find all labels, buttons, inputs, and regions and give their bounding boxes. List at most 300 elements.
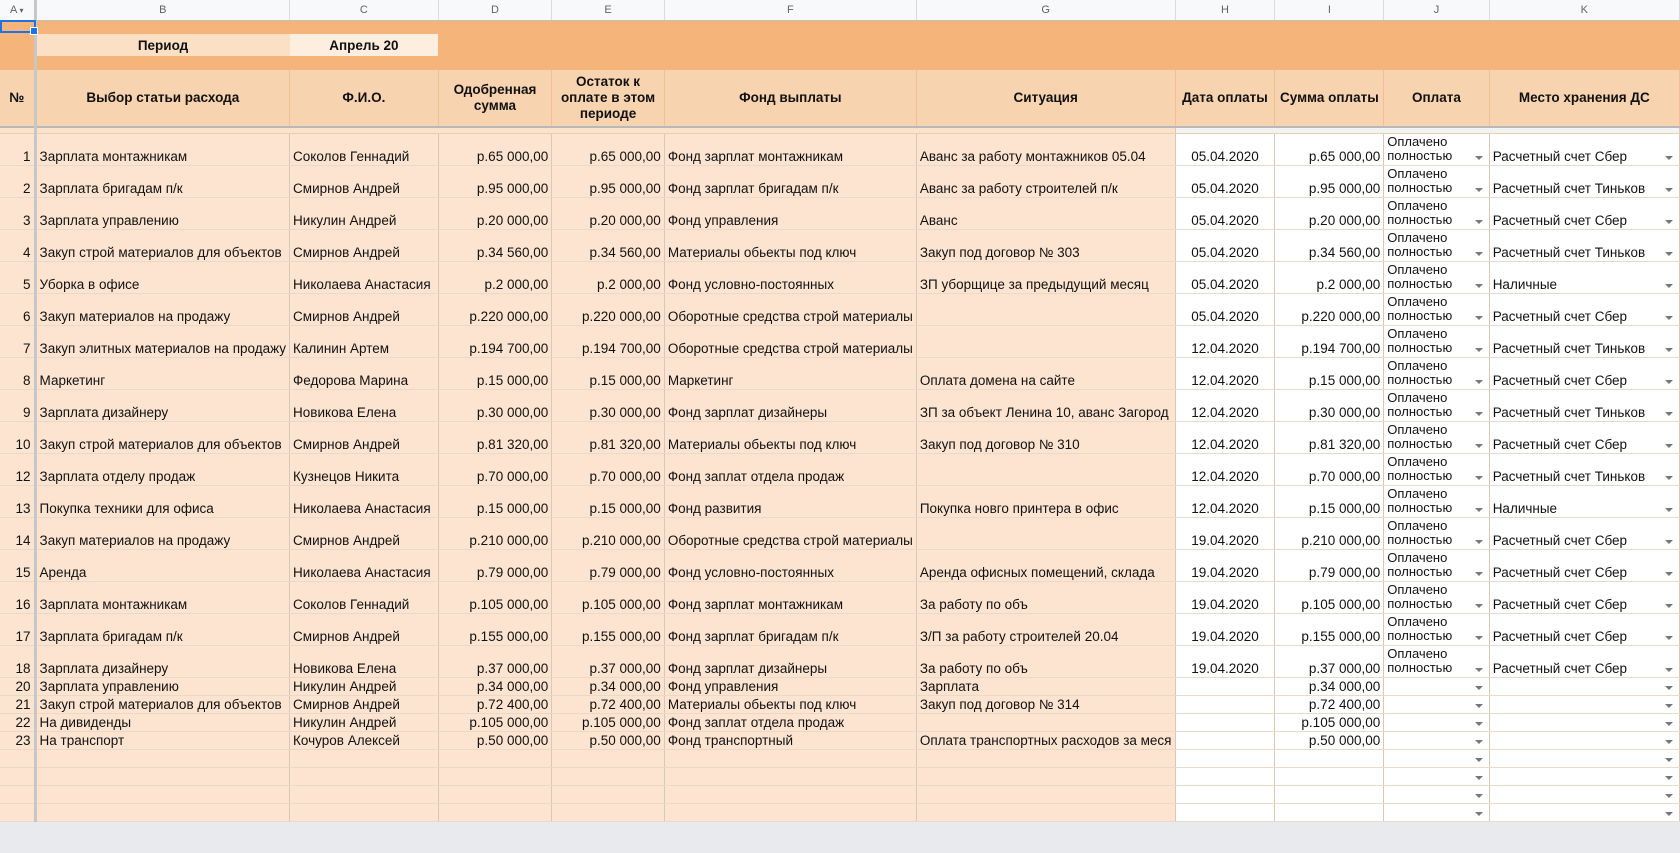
dropdown-arrow-icon[interactable] (1475, 776, 1483, 780)
column-header-A[interactable]: A ▾ (0, 0, 35, 20)
cell-item[interactable]: Аренда (35, 549, 290, 581)
cell-date[interactable]: 19.04.2020 (1175, 517, 1275, 549)
cell-approved[interactable]: р.20 000,00 (438, 197, 552, 229)
cell-situation[interactable]: Покупка новго принтера в офис (916, 485, 1175, 517)
empty-cell[interactable] (1384, 749, 1489, 767)
cell-remaining[interactable]: р.194 700,00 (552, 325, 665, 357)
cell-remaining[interactable]: р.34 000,00 (552, 677, 665, 695)
cell-remaining[interactable]: р.155 000,00 (552, 613, 665, 645)
cell-payment-dropdown[interactable] (1384, 677, 1489, 695)
cell-item[interactable]: Закуп элитных материалов на продажу (35, 325, 290, 357)
cell-name[interactable]: Николаева Анастасия (290, 485, 439, 517)
cell-sum[interactable]: р.220 000,00 (1275, 293, 1384, 325)
cell-name[interactable]: Федорова Марина (290, 357, 439, 389)
cell-approved[interactable]: р.105 000,00 (438, 581, 552, 613)
cell-date[interactable]: 05.04.2020 (1175, 133, 1275, 165)
dropdown-arrow-icon[interactable] (1665, 476, 1673, 480)
cell-fund[interactable]: Материалы обьекты под ключ (664, 229, 916, 261)
cell-situation[interactable] (916, 713, 1175, 731)
empty-cell[interactable] (1275, 785, 1384, 803)
cell-storage-dropdown[interactable] (1489, 357, 1679, 389)
empty-cell[interactable] (1489, 767, 1679, 785)
cell-remaining[interactable]: р.65 000,00 (552, 133, 665, 165)
empty-cell[interactable] (35, 803, 290, 821)
cell-name[interactable]: Кочуров Алексей (290, 731, 439, 749)
dropdown-arrow-icon[interactable] (1665, 740, 1673, 744)
cell-payment-dropdown[interactable] (1384, 165, 1489, 197)
cell-item[interactable]: Закуп материалов на продажу (35, 293, 290, 325)
dropdown-arrow-icon[interactable] (1475, 188, 1483, 192)
cell-num[interactable]: 20 (0, 677, 35, 695)
empty-cell[interactable] (0, 803, 35, 821)
dropdown-arrow-icon[interactable] (1665, 604, 1673, 608)
cell-situation[interactable]: Оплата домена на сайте (916, 357, 1175, 389)
cell-storage-dropdown[interactable] (1489, 293, 1679, 325)
empty-cell[interactable] (1384, 785, 1489, 803)
cell-approved[interactable]: р.65 000,00 (438, 133, 552, 165)
empty-cell[interactable] (290, 785, 439, 803)
cell-fund[interactable]: Фонд транспортный (664, 731, 916, 749)
cell-situation[interactable] (916, 453, 1175, 485)
column-header-G[interactable]: G (916, 0, 1175, 20)
cell-payment-dropdown[interactable] (1384, 453, 1489, 485)
cell-payment-dropdown[interactable] (1384, 549, 1489, 581)
empty-cell[interactable] (438, 803, 552, 821)
cell-date[interactable]: 05.04.2020 (1175, 229, 1275, 261)
cell-item[interactable]: Покупка техники для офиса (35, 485, 290, 517)
cell-name[interactable]: Смирнов Андрей (290, 613, 439, 645)
cell-name[interactable]: Никулин Андрей (290, 197, 439, 229)
cell-num[interactable]: 17 (0, 613, 35, 645)
cell-storage-dropdown[interactable] (1489, 613, 1679, 645)
cell-situation[interactable]: Оплата транспортных расходов за меся (916, 731, 1175, 749)
cell-situation[interactable]: Аренда офисных помещений, склада (916, 549, 1175, 581)
cell-date[interactable]: 19.04.2020 (1175, 581, 1275, 613)
cell-storage-dropdown[interactable] (1489, 389, 1679, 421)
cell-fund[interactable]: Фонд заплат отдела продаж (664, 713, 916, 731)
empty-cell[interactable] (1275, 803, 1384, 821)
empty-cell[interactable] (438, 749, 552, 767)
cell-date[interactable] (1175, 731, 1275, 749)
cell-sum[interactable]: р.72 400,00 (1275, 695, 1384, 713)
column-header-B[interactable]: B (35, 0, 290, 20)
empty-cell[interactable] (1489, 749, 1679, 767)
cell-date[interactable]: 12.04.2020 (1175, 485, 1275, 517)
cell-approved[interactable]: р.50 000,00 (438, 731, 552, 749)
cell-payment-dropdown[interactable] (1384, 485, 1489, 517)
cell-date[interactable] (1175, 713, 1275, 731)
cell-payment-dropdown[interactable] (1384, 197, 1489, 229)
cell-num[interactable]: 5 (0, 261, 35, 293)
cell-item[interactable]: Зарплата дизайнеру (35, 389, 290, 421)
empty-cell[interactable] (1489, 785, 1679, 803)
cell-approved[interactable]: р.2 000,00 (438, 261, 552, 293)
cell-situation[interactable]: За работу по объ (916, 581, 1175, 613)
cell-payment-dropdown[interactable] (1384, 731, 1489, 749)
cell-num[interactable]: 15 (0, 549, 35, 581)
empty-cell[interactable] (916, 803, 1175, 821)
cell-name[interactable]: Смирнов Андрей (290, 517, 439, 549)
cell-fund[interactable]: Оборотные средства строй материалы (664, 293, 916, 325)
column-header-K[interactable]: K (1489, 0, 1679, 20)
cell-date[interactable]: 12.04.2020 (1175, 421, 1275, 453)
cell-payment-dropdown[interactable] (1384, 695, 1489, 713)
cell-payment-dropdown[interactable] (1384, 293, 1489, 325)
empty-cell[interactable] (35, 749, 290, 767)
cell-sum[interactable]: р.37 000,00 (1275, 645, 1384, 677)
cell-approved[interactable]: р.105 000,00 (438, 713, 552, 731)
cell-num[interactable]: 16 (0, 581, 35, 613)
cell-num[interactable]: 10 (0, 421, 35, 453)
cell-approved[interactable]: р.34 000,00 (438, 677, 552, 695)
cell-name[interactable]: Соколов Геннадий (290, 581, 439, 613)
dropdown-arrow-icon[interactable] (1665, 444, 1673, 448)
dropdown-arrow-icon[interactable] (1665, 794, 1673, 798)
cell-date[interactable]: 12.04.2020 (1175, 453, 1275, 485)
column-header-C[interactable]: C (290, 0, 439, 20)
cell-fund[interactable]: Фонд зарплат дизайнеры (664, 389, 916, 421)
cell-item[interactable]: На транспорт (35, 731, 290, 749)
dropdown-arrow-icon[interactable] (1665, 380, 1673, 384)
cell-num[interactable]: 3 (0, 197, 35, 229)
cell-sum[interactable]: р.95 000,00 (1275, 165, 1384, 197)
period-value[interactable]: Апрель 20 (290, 34, 439, 56)
cell-name[interactable]: Никулин Андрей (290, 713, 439, 731)
cell-num[interactable]: 6 (0, 293, 35, 325)
cell-item[interactable]: На дивиденды (35, 713, 290, 731)
cell-sum[interactable]: р.105 000,00 (1275, 713, 1384, 731)
dropdown-arrow-icon[interactable] (1475, 508, 1483, 512)
cell-remaining[interactable]: р.37 000,00 (552, 645, 665, 677)
cell-remaining[interactable]: р.34 560,00 (552, 229, 665, 261)
dropdown-arrow-icon[interactable] (1475, 284, 1483, 288)
cell-item[interactable]: Зарплата управлению (35, 677, 290, 695)
header-item[interactable]: Выбор статьи расхода (35, 70, 290, 127)
cell-fund[interactable]: Фонд управления (664, 197, 916, 229)
cell-approved[interactable]: р.37 000,00 (438, 645, 552, 677)
cell-item[interactable]: Закуп строй материалов для объектов (35, 695, 290, 713)
cell-name[interactable]: Новикова Елена (290, 389, 439, 421)
cell-item[interactable]: Уборка в офисе (35, 261, 290, 293)
cell-approved[interactable]: р.220 000,00 (438, 293, 552, 325)
cell-remaining[interactable]: р.79 000,00 (552, 549, 665, 581)
empty-cell[interactable] (438, 767, 552, 785)
cell-situation[interactable] (916, 293, 1175, 325)
cell-payment-dropdown[interactable] (1384, 421, 1489, 453)
cell-remaining[interactable]: р.15 000,00 (552, 485, 665, 517)
cell-date[interactable]: 19.04.2020 (1175, 613, 1275, 645)
cell-num[interactable]: 4 (0, 229, 35, 261)
cell-situation[interactable]: Закуп под договор № 314 (916, 695, 1175, 713)
dropdown-arrow-icon[interactable] (1475, 812, 1483, 816)
column-header-E[interactable]: E (552, 0, 665, 20)
cell-sum[interactable]: р.194 700,00 (1275, 325, 1384, 357)
cell-num[interactable]: 22 (0, 713, 35, 731)
cell-name[interactable]: Новикова Елена (290, 645, 439, 677)
cell-sum[interactable]: р.2 000,00 (1275, 261, 1384, 293)
dropdown-arrow-icon[interactable] (1665, 252, 1673, 256)
cell-payment-dropdown[interactable] (1384, 581, 1489, 613)
cell-payment-dropdown[interactable] (1384, 517, 1489, 549)
cell-approved[interactable]: р.15 000,00 (438, 357, 552, 389)
column-header-I[interactable]: I (1275, 0, 1384, 20)
cell-remaining[interactable]: р.30 000,00 (552, 389, 665, 421)
cell-payment-dropdown[interactable] (1384, 713, 1489, 731)
cell-fund[interactable]: Фонд зарплат бригадам п/к (664, 613, 916, 645)
empty-cell[interactable] (552, 749, 665, 767)
cell-remaining[interactable]: р.95 000,00 (552, 165, 665, 197)
dropdown-arrow-icon[interactable] (1665, 636, 1673, 640)
cell-date[interactable]: 19.04.2020 (1175, 549, 1275, 581)
cell-sum[interactable]: р.50 000,00 (1275, 731, 1384, 749)
cell-fund[interactable]: Фонд заплат отдела продаж (664, 453, 916, 485)
dropdown-arrow-icon[interactable] (1665, 722, 1673, 726)
header-pay-date[interactable]: Дата оплаты (1175, 70, 1275, 127)
cell-situation[interactable]: Закуп под договор № 303 (916, 229, 1175, 261)
cell-approved[interactable]: р.81 320,00 (438, 421, 552, 453)
cell-num[interactable]: 18 (0, 645, 35, 677)
cell-name[interactable]: Кузнецов Никита (290, 453, 439, 485)
dropdown-arrow-icon[interactable] (1475, 380, 1483, 384)
cell-num[interactable]: 9 (0, 389, 35, 421)
cell-approved[interactable]: р.72 400,00 (438, 695, 552, 713)
cell-storage-dropdown[interactable] (1489, 581, 1679, 613)
empty-cell[interactable] (1275, 767, 1384, 785)
cell-sum[interactable]: р.65 000,00 (1275, 133, 1384, 165)
dropdown-arrow-icon[interactable] (1475, 348, 1483, 352)
dropdown-arrow-icon[interactable] (1475, 740, 1483, 744)
cell-fund[interactable]: Оборотные средства строй материалы (664, 517, 916, 549)
cell-payment-dropdown[interactable] (1384, 261, 1489, 293)
dropdown-arrow-icon[interactable] (1475, 252, 1483, 256)
cell-num[interactable]: 12 (0, 453, 35, 485)
cell-date[interactable] (1175, 695, 1275, 713)
cell-storage-dropdown[interactable] (1489, 731, 1679, 749)
empty-cell[interactable] (664, 749, 916, 767)
dropdown-arrow-icon[interactable] (1665, 316, 1673, 320)
dropdown-arrow-icon[interactable] (1475, 604, 1483, 608)
empty-cell[interactable] (552, 785, 665, 803)
cell-fund[interactable]: Материалы обьекты под ключ (664, 421, 916, 453)
empty-cell[interactable] (1175, 803, 1275, 821)
column-header-J[interactable]: J (1384, 0, 1489, 20)
cell-name[interactable]: Смирнов Андрей (290, 695, 439, 713)
cell-storage-dropdown[interactable] (1489, 677, 1679, 695)
cell-sum[interactable]: р.34 560,00 (1275, 229, 1384, 261)
cell-date[interactable]: 05.04.2020 (1175, 261, 1275, 293)
cell-remaining[interactable]: р.70 000,00 (552, 453, 665, 485)
empty-cell[interactable] (290, 803, 439, 821)
dropdown-arrow-icon[interactable] (1665, 572, 1673, 576)
cell-fund[interactable]: Фонд зарплат бригадам п/к (664, 165, 916, 197)
cell-fund[interactable]: Фонд условно-постоянных (664, 549, 916, 581)
cell-storage-dropdown[interactable] (1489, 261, 1679, 293)
cell-storage-dropdown[interactable] (1489, 713, 1679, 731)
cell-storage-dropdown[interactable] (1489, 421, 1679, 453)
empty-cell[interactable] (0, 785, 35, 803)
column-header-H[interactable]: H (1175, 0, 1275, 20)
empty-cell[interactable] (664, 767, 916, 785)
empty-cell[interactable] (1384, 767, 1489, 785)
cell-approved[interactable]: р.70 000,00 (438, 453, 552, 485)
cell-payment-dropdown[interactable] (1384, 357, 1489, 389)
cell-fund[interactable]: Фонд зарплат монтажникам (664, 133, 916, 165)
column-header-D[interactable]: D (438, 0, 552, 20)
cell-name[interactable]: Смирнов Андрей (290, 165, 439, 197)
dropdown-arrow-icon[interactable] (1665, 758, 1673, 762)
cell-item[interactable]: Зарплата дизайнеру (35, 645, 290, 677)
empty-cell[interactable] (0, 749, 35, 767)
empty-cell[interactable] (916, 749, 1175, 767)
dropdown-arrow-icon[interactable] (1475, 220, 1483, 224)
cell-situation[interactable]: Зарплата (916, 677, 1175, 695)
cell-payment-dropdown[interactable] (1384, 645, 1489, 677)
empty-cell[interactable] (1175, 767, 1275, 785)
header-fund[interactable]: Фонд выплаты (664, 70, 916, 127)
cell-payment-dropdown[interactable] (1384, 613, 1489, 645)
dropdown-arrow-icon[interactable] (1475, 412, 1483, 416)
header-pay-sum[interactable]: Сумма оплаты (1275, 70, 1384, 127)
header-situation[interactable]: Ситуация (916, 70, 1175, 127)
cell-remaining[interactable]: р.2 000,00 (552, 261, 665, 293)
dropdown-arrow-icon[interactable] (1475, 722, 1483, 726)
cell-fund[interactable]: Фонд зарплат дизайнеры (664, 645, 916, 677)
cell-name[interactable]: Смирнов Андрей (290, 421, 439, 453)
cell-remaining[interactable]: р.81 320,00 (552, 421, 665, 453)
cell-storage-dropdown[interactable] (1489, 325, 1679, 357)
cell-storage-dropdown[interactable] (1489, 197, 1679, 229)
header-storage[interactable]: Место хранения ДС (1489, 70, 1679, 127)
cell-situation[interactable]: Аванс (916, 197, 1175, 229)
cell-remaining[interactable]: р.20 000,00 (552, 197, 665, 229)
cell-date[interactable]: 05.04.2020 (1175, 165, 1275, 197)
cell-approved[interactable]: р.34 560,00 (438, 229, 552, 261)
empty-cell[interactable] (1175, 785, 1275, 803)
cell-num[interactable]: 13 (0, 485, 35, 517)
empty-cell[interactable] (552, 803, 665, 821)
cell-sum[interactable]: р.15 000,00 (1275, 357, 1384, 389)
header-name[interactable]: Ф.И.О. (290, 70, 439, 127)
dropdown-arrow-icon[interactable] (1665, 508, 1673, 512)
cell-remaining[interactable]: р.220 000,00 (552, 293, 665, 325)
empty-cell[interactable] (552, 767, 665, 785)
cell-sum[interactable]: р.210 000,00 (1275, 517, 1384, 549)
empty-cell[interactable] (0, 767, 35, 785)
cell-fund[interactable]: Маркетинг (664, 357, 916, 389)
dropdown-arrow-icon[interactable] (1475, 156, 1483, 160)
empty-cell[interactable] (438, 785, 552, 803)
cell-name[interactable]: Смирнов Андрей (290, 229, 439, 261)
dropdown-arrow-icon[interactable] (1665, 704, 1673, 708)
dropdown-arrow-icon[interactable] (1475, 794, 1483, 798)
cell-situation[interactable]: За работу по объ (916, 645, 1175, 677)
empty-cell[interactable] (916, 785, 1175, 803)
cell-remaining[interactable]: р.210 000,00 (552, 517, 665, 549)
empty-cell[interactable] (1489, 803, 1679, 821)
cell-sum[interactable]: р.30 000,00 (1275, 389, 1384, 421)
header-num[interactable]: № (0, 70, 35, 127)
empty-cell[interactable] (664, 803, 916, 821)
cell-remaining[interactable]: р.72 400,00 (552, 695, 665, 713)
empty-cell[interactable] (1175, 749, 1275, 767)
dropdown-arrow-icon[interactable] (1665, 284, 1673, 288)
dropdown-arrow-icon[interactable] (1665, 540, 1673, 544)
dropdown-arrow-icon[interactable] (1665, 686, 1673, 690)
cell-num[interactable]: 7 (0, 325, 35, 357)
header-payment[interactable]: Оплата (1384, 70, 1489, 127)
empty-cell[interactable] (35, 785, 290, 803)
cell-sum[interactable]: р.105 000,00 (1275, 581, 1384, 613)
cell-num[interactable]: 21 (0, 695, 35, 713)
cell-approved[interactable]: р.210 000,00 (438, 517, 552, 549)
dropdown-arrow-icon[interactable] (1475, 668, 1483, 672)
cell-storage-dropdown[interactable] (1489, 485, 1679, 517)
empty-cell[interactable] (916, 767, 1175, 785)
cell-date[interactable]: 12.04.2020 (1175, 357, 1275, 389)
dropdown-arrow-icon[interactable] (1665, 348, 1673, 352)
cell-storage-dropdown[interactable] (1489, 517, 1679, 549)
header-approved[interactable]: Одобренная сумма (438, 70, 552, 127)
cell-situation[interactable] (916, 517, 1175, 549)
dropdown-arrow-icon[interactable] (1475, 572, 1483, 576)
cell-name[interactable]: Смирнов Андрей (290, 293, 439, 325)
cell-name[interactable]: Николаева Анастасия (290, 549, 439, 581)
cell-item[interactable]: Зарплата монтажникам (35, 581, 290, 613)
cell-payment-dropdown[interactable] (1384, 133, 1489, 165)
cell-sum[interactable]: р.79 000,00 (1275, 549, 1384, 581)
cell-item[interactable]: Закуп строй материалов для объектов (35, 229, 290, 261)
cell-approved[interactable]: р.155 000,00 (438, 613, 552, 645)
cell-item[interactable]: Зарплата отделу продаж (35, 453, 290, 485)
cell-fund[interactable]: Материалы обьекты под ключ (664, 695, 916, 713)
dropdown-arrow-icon[interactable] (1665, 412, 1673, 416)
cell-date[interactable]: 05.04.2020 (1175, 197, 1275, 229)
cell-fund[interactable]: Фонд управления (664, 677, 916, 695)
cell-situation[interactable]: Аванс за работу строителей п/к (916, 165, 1175, 197)
cell-storage-dropdown[interactable] (1489, 229, 1679, 261)
cell-sum[interactable]: р.15 000,00 (1275, 485, 1384, 517)
cell-item[interactable]: Зарплата монтажникам (35, 133, 290, 165)
cell-item[interactable]: Закуп строй материалов для объектов (35, 421, 290, 453)
header-remaining[interactable]: Остаток к оплате в этом периоде (552, 70, 665, 127)
cell-storage-dropdown[interactable] (1489, 165, 1679, 197)
cell-num[interactable]: 8 (0, 357, 35, 389)
dropdown-arrow-icon[interactable] (1475, 476, 1483, 480)
cell-remaining[interactable]: р.50 000,00 (552, 731, 665, 749)
empty-cell[interactable] (290, 749, 439, 767)
cell-storage-dropdown[interactable] (1489, 695, 1679, 713)
cell-item[interactable]: Зарплата бригадам п/к (35, 165, 290, 197)
empty-cell[interactable] (664, 785, 916, 803)
cell-approved[interactable]: р.30 000,00 (438, 389, 552, 421)
cell-name[interactable]: Николаева Анастасия (290, 261, 439, 293)
dropdown-arrow-icon[interactable] (1665, 220, 1673, 224)
cell-item[interactable]: Маркетинг (35, 357, 290, 389)
cell-fund[interactable]: Фонд развития (664, 485, 916, 517)
cell-approved[interactable]: р.15 000,00 (438, 485, 552, 517)
dropdown-arrow-icon[interactable] (1475, 686, 1483, 690)
empty-cell[interactable] (1384, 803, 1489, 821)
cell-sum[interactable]: р.70 000,00 (1275, 453, 1384, 485)
cell-remaining[interactable]: р.15 000,00 (552, 357, 665, 389)
cell-storage-dropdown[interactable] (1489, 133, 1679, 165)
cell-situation[interactable]: ЗП уборщице за предыдущий месяц (916, 261, 1175, 293)
cell-sum[interactable]: р.20 000,00 (1275, 197, 1384, 229)
cell-storage-dropdown[interactable] (1489, 645, 1679, 677)
cell-name[interactable]: Калинин Артем (290, 325, 439, 357)
cell-fund[interactable]: Фонд условно-постоянных (664, 261, 916, 293)
dropdown-arrow-icon[interactable] (1665, 812, 1673, 816)
